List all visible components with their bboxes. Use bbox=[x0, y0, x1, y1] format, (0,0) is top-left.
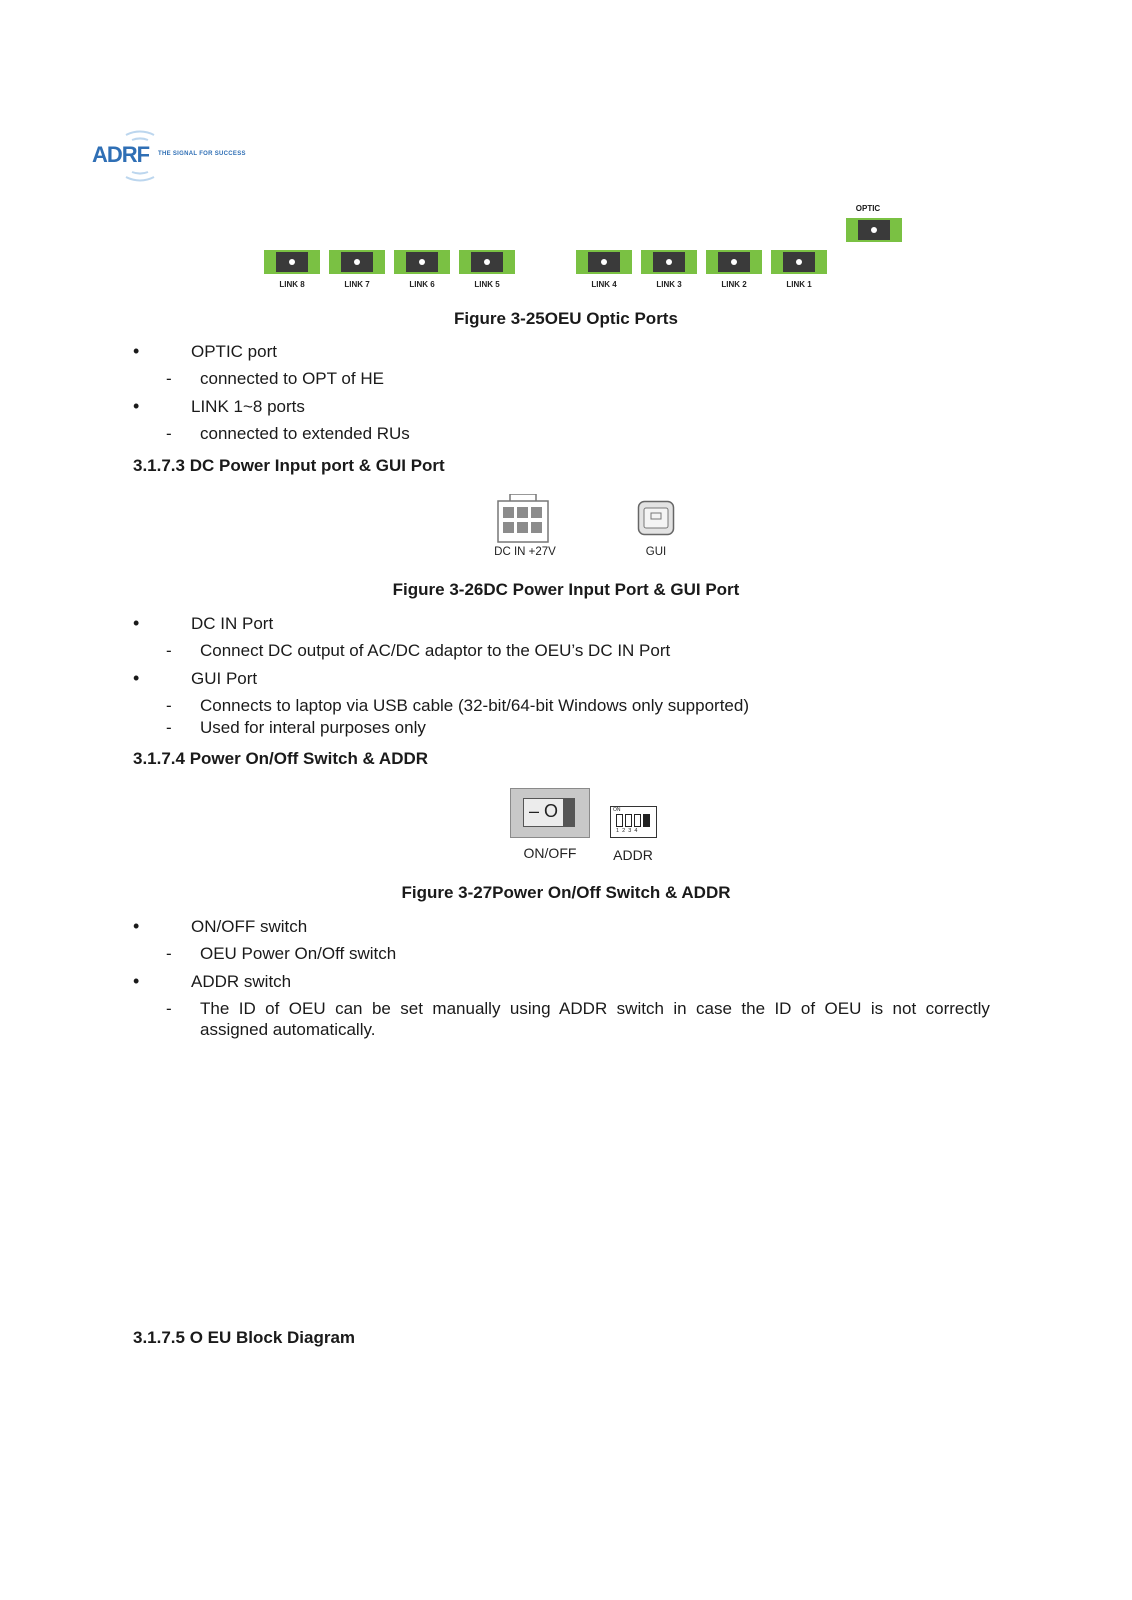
on-off-label: ON/OFF bbox=[523, 845, 577, 861]
bullet-marker: • bbox=[133, 916, 140, 936]
dc-in-connector-icon bbox=[496, 494, 550, 544]
link-port-label: LINK 1 bbox=[786, 280, 812, 289]
link-port-label: LINK 7 bbox=[344, 280, 370, 289]
list-item: ADDR switch bbox=[191, 972, 292, 991]
list-subitem: connected to OPT of HE bbox=[200, 369, 384, 388]
list-subitem: The ID of OEU can be set manually using ADDR switch in case the ID of OEU is not correctly bbox=[200, 999, 990, 1018]
figure-caption: Figure 3-27Power On/Off Switch & ADDR bbox=[401, 883, 731, 902]
gui-label: GUI bbox=[645, 546, 667, 558]
bullet-marker: • bbox=[133, 396, 140, 416]
optic-port-label: OPTIC bbox=[855, 204, 881, 213]
link-port bbox=[771, 250, 827, 274]
dash-marker: - bbox=[166, 944, 172, 963]
link-port-label: LINK 8 bbox=[279, 280, 305, 289]
addr-label: ADDR bbox=[613, 847, 653, 863]
optic-port bbox=[846, 218, 902, 242]
figure-caption: Figure 3-25OEU Optic Ports bbox=[454, 309, 678, 328]
list-item: ON/OFF switch bbox=[191, 917, 308, 936]
section-heading: 3.1.7.5 O EU Block Diagram bbox=[133, 1328, 356, 1347]
figure-caption: Figure 3-26DC Power Input Port & GUI Port bbox=[392, 580, 740, 599]
list-item: OPTIC port bbox=[191, 342, 277, 361]
dash-marker: - bbox=[166, 369, 172, 388]
list-item: GUI Port bbox=[191, 669, 258, 688]
dash-marker: - bbox=[166, 718, 172, 737]
list-item: DC IN Port bbox=[191, 614, 274, 633]
switch-symbol: – O bbox=[529, 801, 559, 821]
list-subitem: OEU Power On/Off switch bbox=[200, 944, 397, 963]
bullet-marker: • bbox=[133, 668, 140, 688]
dip-numbers: 1 2 3 4 bbox=[616, 828, 638, 834]
addr-dip-switch-graphic bbox=[610, 806, 657, 838]
list-subitem: assigned automatically. bbox=[200, 1020, 376, 1039]
list-subitem: Connect DC output of AC/DC adaptor to the OEU’s DC IN Port bbox=[200, 641, 671, 660]
list-subitem: Connects to laptop via USB cable (32-bit/64-bit Windows only supported) bbox=[200, 696, 750, 715]
link-port-label: LINK 6 bbox=[409, 280, 435, 289]
link-port bbox=[641, 250, 697, 274]
dash-marker: - bbox=[166, 696, 172, 715]
usb-gui-port-icon bbox=[637, 500, 675, 536]
link-port bbox=[576, 250, 632, 274]
link-port-label: LINK 2 bbox=[721, 280, 747, 289]
list-subitem: Used for interal purposes only bbox=[200, 718, 426, 737]
dash-marker: - bbox=[166, 641, 172, 660]
dc-in-label: DC IN +27V bbox=[494, 546, 556, 558]
list-subitem: connected to extended RUs bbox=[200, 424, 410, 443]
link-port-label: LINK 5 bbox=[474, 280, 500, 289]
link-port bbox=[394, 250, 450, 274]
dash-marker: - bbox=[166, 424, 172, 443]
link-port-label: LINK 3 bbox=[656, 280, 682, 289]
section-heading: 3.1.7.4 Power On/Off Switch & ADDR bbox=[133, 749, 429, 768]
bullet-marker: • bbox=[133, 971, 140, 991]
bullet-marker: • bbox=[133, 613, 140, 633]
company-logo: ADRF bbox=[92, 142, 150, 167]
logo-tagline: THE SIGNAL FOR SUCCESS bbox=[158, 151, 246, 157]
link-port bbox=[329, 250, 385, 274]
link-port bbox=[459, 250, 515, 274]
link-port bbox=[706, 250, 762, 274]
link-port bbox=[264, 250, 320, 274]
on-off-switch-graphic bbox=[510, 788, 590, 838]
list-item: LINK 1~8 ports bbox=[191, 397, 305, 416]
dash-marker: - bbox=[166, 999, 172, 1018]
link-port-label: LINK 4 bbox=[591, 280, 617, 289]
section-heading: 3.1.7.3 DC Power Input port & GUI Port bbox=[133, 456, 445, 475]
dip-on-label: ON bbox=[613, 807, 621, 813]
bullet-marker: • bbox=[133, 341, 140, 361]
